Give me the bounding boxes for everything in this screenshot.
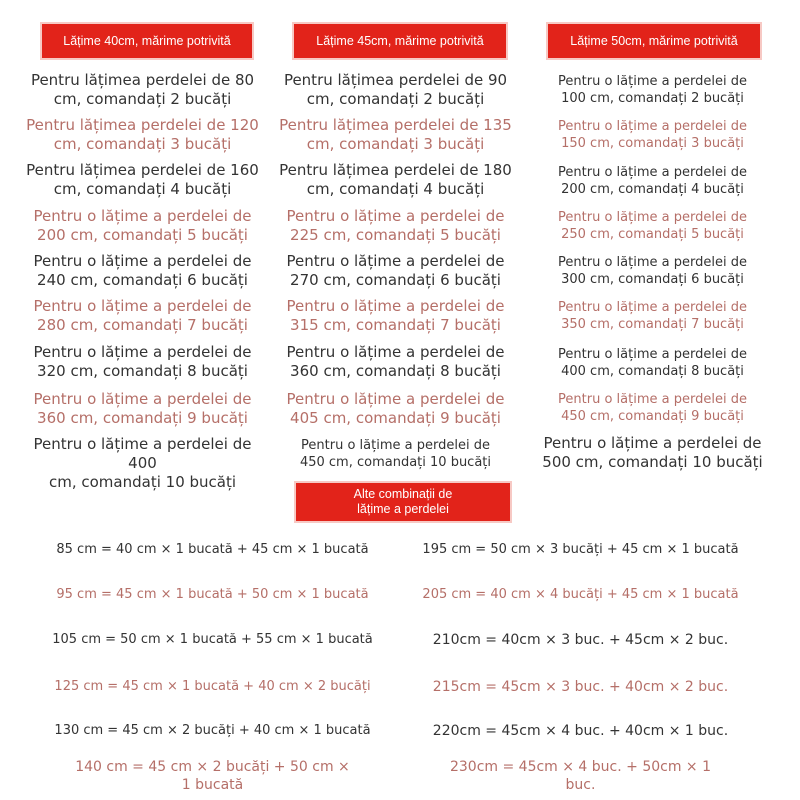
rule-text: 200 cm, comandați 5 bucăți [37,226,248,244]
combination-text: 195 cm = 50 cm × 3 bucăți + 45 cm × 1 bucată [422,542,739,557]
rule-text: Pentru o lățime a perdelei de [286,343,505,361]
other-combinations-title [296,483,510,521]
combination-row [408,586,753,603]
combination-text: 85 cm = 40 cm × 1 bucată + 45 cm × 1 bucată [56,542,369,557]
rule-text: 315 cm, comandați 7 bucăți [290,316,501,334]
rule-text: cm, comandați 4 bucăți [53,180,232,198]
width-rule [20,297,265,335]
width-rule [540,118,765,152]
combination-row [408,722,753,740]
combination-row [40,678,385,695]
rule-text: Pentru o lățime a perdelei de [33,207,252,225]
width-rule [20,116,265,154]
rule-text: Pentru o lățime a perdelei de [558,300,747,315]
rule-text: Pentru o lățime a perdelei de 400 [33,435,252,472]
header-width-40 [42,24,252,58]
rule-text: 320 cm, comandați 8 bucăți [37,362,248,380]
rule-text: 200 cm, comandați 4 bucăți [561,182,744,197]
rule-text: cm, comandați 2 bucăți [306,90,485,108]
combination-text: 230cm = 45cm × 4 buc. + 50cm × 1 [449,759,712,775]
rule-text: 450 cm, comandați 9 bucăți [561,409,744,424]
combination-text: 140 cm = 45 cm × 2 bucăți + 50 cm × [75,759,350,775]
rule-text: Pentru o lățime a perdelei de [286,390,505,408]
combination-row [408,678,753,696]
width-rule [540,434,765,472]
combination-row [40,586,385,603]
rule-text: cm, comandați 2 bucăți [53,90,232,108]
width-rule [20,343,265,381]
combination-row [40,758,385,794]
rule-text: 500 cm, comandați 10 bucăți [542,453,763,471]
combination-text: buc. [565,777,596,793]
rule-text: Pentru o lățime a perdelei de [558,74,747,89]
rule-text: Pentru lățimea perdelei de 180 [279,161,512,179]
width-rule [20,390,265,428]
rule-text: Pentru o lățime a perdelei de [33,390,252,408]
width-rule [540,209,765,243]
title-line: lățime a perdelei [357,502,449,516]
rule-text: Pentru o lățime a perdelei de [558,119,747,134]
width-rule [273,390,518,428]
width-rule [540,254,765,288]
rule-text: Pentru o lățime a perdelei de [286,207,505,225]
rule-text: 150 cm, comandați 3 bucăți [561,136,744,151]
header-label: Lățime 50cm, mărime potrivită [570,34,738,48]
rule-text: cm, comandați 4 bucăți [306,180,485,198]
width-rule [20,207,265,245]
rule-text: 400 cm, comandați 8 bucăți [561,364,744,379]
combination-text: 130 cm = 45 cm × 2 bucăți + 40 cm × 1 bucată [54,723,371,738]
width-rule [540,164,765,198]
header-label: Lățime 45cm, mărime potrivită [316,34,484,48]
width-rule [273,297,518,335]
rule-text: Pentru lățimea perdelei de 80 [30,71,255,89]
rule-text: Pentru o lățime a perdelei de [558,347,747,362]
combination-text: 125 cm = 45 cm × 1 bucată + 40 cm × 2 bucăți [54,679,371,694]
rule-text: cm, comandați 10 bucăți [48,473,237,491]
width-rule [20,252,265,290]
rule-text: 240 cm, comandați 6 bucăți [37,271,248,289]
combination-row [40,631,385,648]
width-rule [273,71,518,109]
width-rule [540,346,765,380]
width-rule [273,252,518,290]
rule-text: 250 cm, comandați 5 bucăți [561,227,744,242]
width-rule [273,343,518,381]
rule-text: 360 cm, comandați 8 bucăți [290,362,501,380]
header-width-50 [548,24,760,58]
combination-text: 1 bucată [181,777,244,793]
width-rule [540,73,765,107]
rule-text: Pentru lățimea perdelei de 90 [283,71,508,89]
combination-text: 215cm = 45cm × 3 buc. + 40cm × 2 buc. [432,679,729,695]
rule-text: 270 cm, comandați 6 bucăți [290,271,501,289]
width-rule [273,437,518,471]
combination-row [408,758,753,794]
width-rule [273,207,518,245]
rule-text: 350 cm, comandați 7 bucăți [561,317,744,332]
combination-row [408,541,753,558]
rule-text: Pentru lățimea perdelei de 135 [279,116,512,134]
rule-text: Pentru o lățime a perdelei de [558,392,747,407]
combination-row [408,631,753,649]
rule-text: Pentru lățimea perdelei de 120 [26,116,259,134]
rule-text: Pentru o lățime a perdelei de [543,434,762,452]
combination-text: 205 cm = 40 cm × 4 bucăți + 45 cm × 1 bucată [422,587,739,602]
width-rule [540,299,765,333]
rule-text: Pentru o lățime a perdelei de [558,210,747,225]
combination-text: 105 cm = 50 cm × 1 bucată + 55 cm × 1 bucată [52,632,373,647]
width-rule [20,71,265,109]
combination-text: 210cm = 40cm × 3 buc. + 45cm × 2 buc. [432,632,729,648]
rule-text: cm, comandați 3 bucăți [53,135,232,153]
combination-text: 220cm = 45cm × 4 buc. + 40cm × 1 buc. [432,723,729,739]
rule-text: 280 cm, comandați 7 bucăți [37,316,248,334]
rule-text: 225 cm, comandați 5 bucăți [290,226,501,244]
rule-text: Pentru o lățime a perdelei de [33,297,252,315]
rule-text: 405 cm, comandați 9 bucăți [290,409,501,427]
rule-text: 100 cm, comandați 2 bucăți [561,91,744,106]
rule-text: cm, comandați 3 bucăți [306,135,485,153]
rule-text: Pentru o lățime a perdelei de [301,438,490,453]
rule-text: Pentru o lățime a perdelei de [33,343,252,361]
rule-text: Pentru o lățime a perdelei de [558,165,747,180]
rule-text: Pentru lățimea perdelei de 160 [26,161,259,179]
combination-text: 95 cm = 45 cm × 1 bucată + 50 cm × 1 bucată [56,587,369,602]
rule-text: Pentru o lățime a perdelei de [286,252,505,270]
rule-text: Pentru o lățime a perdelei de [286,297,505,315]
width-rule [20,161,265,199]
width-rule [540,391,765,425]
width-rule [273,116,518,154]
header-label: Lățime 40cm, mărime potrivită [63,34,231,48]
width-rule [20,435,265,492]
header-width-45 [294,24,506,58]
title-line: Alte combinații de [353,487,453,501]
rule-text: Pentru o lățime a perdelei de [558,255,747,270]
rule-text: 300 cm, comandați 6 bucăți [561,272,744,287]
width-rule [273,161,518,199]
rule-text: 360 cm, comandați 9 bucăți [37,409,248,427]
combination-row [40,722,385,739]
combination-row [40,541,385,558]
rule-text: 450 cm, comandați 10 bucăți [299,455,492,470]
rule-text: Pentru o lățime a perdelei de [33,252,252,270]
